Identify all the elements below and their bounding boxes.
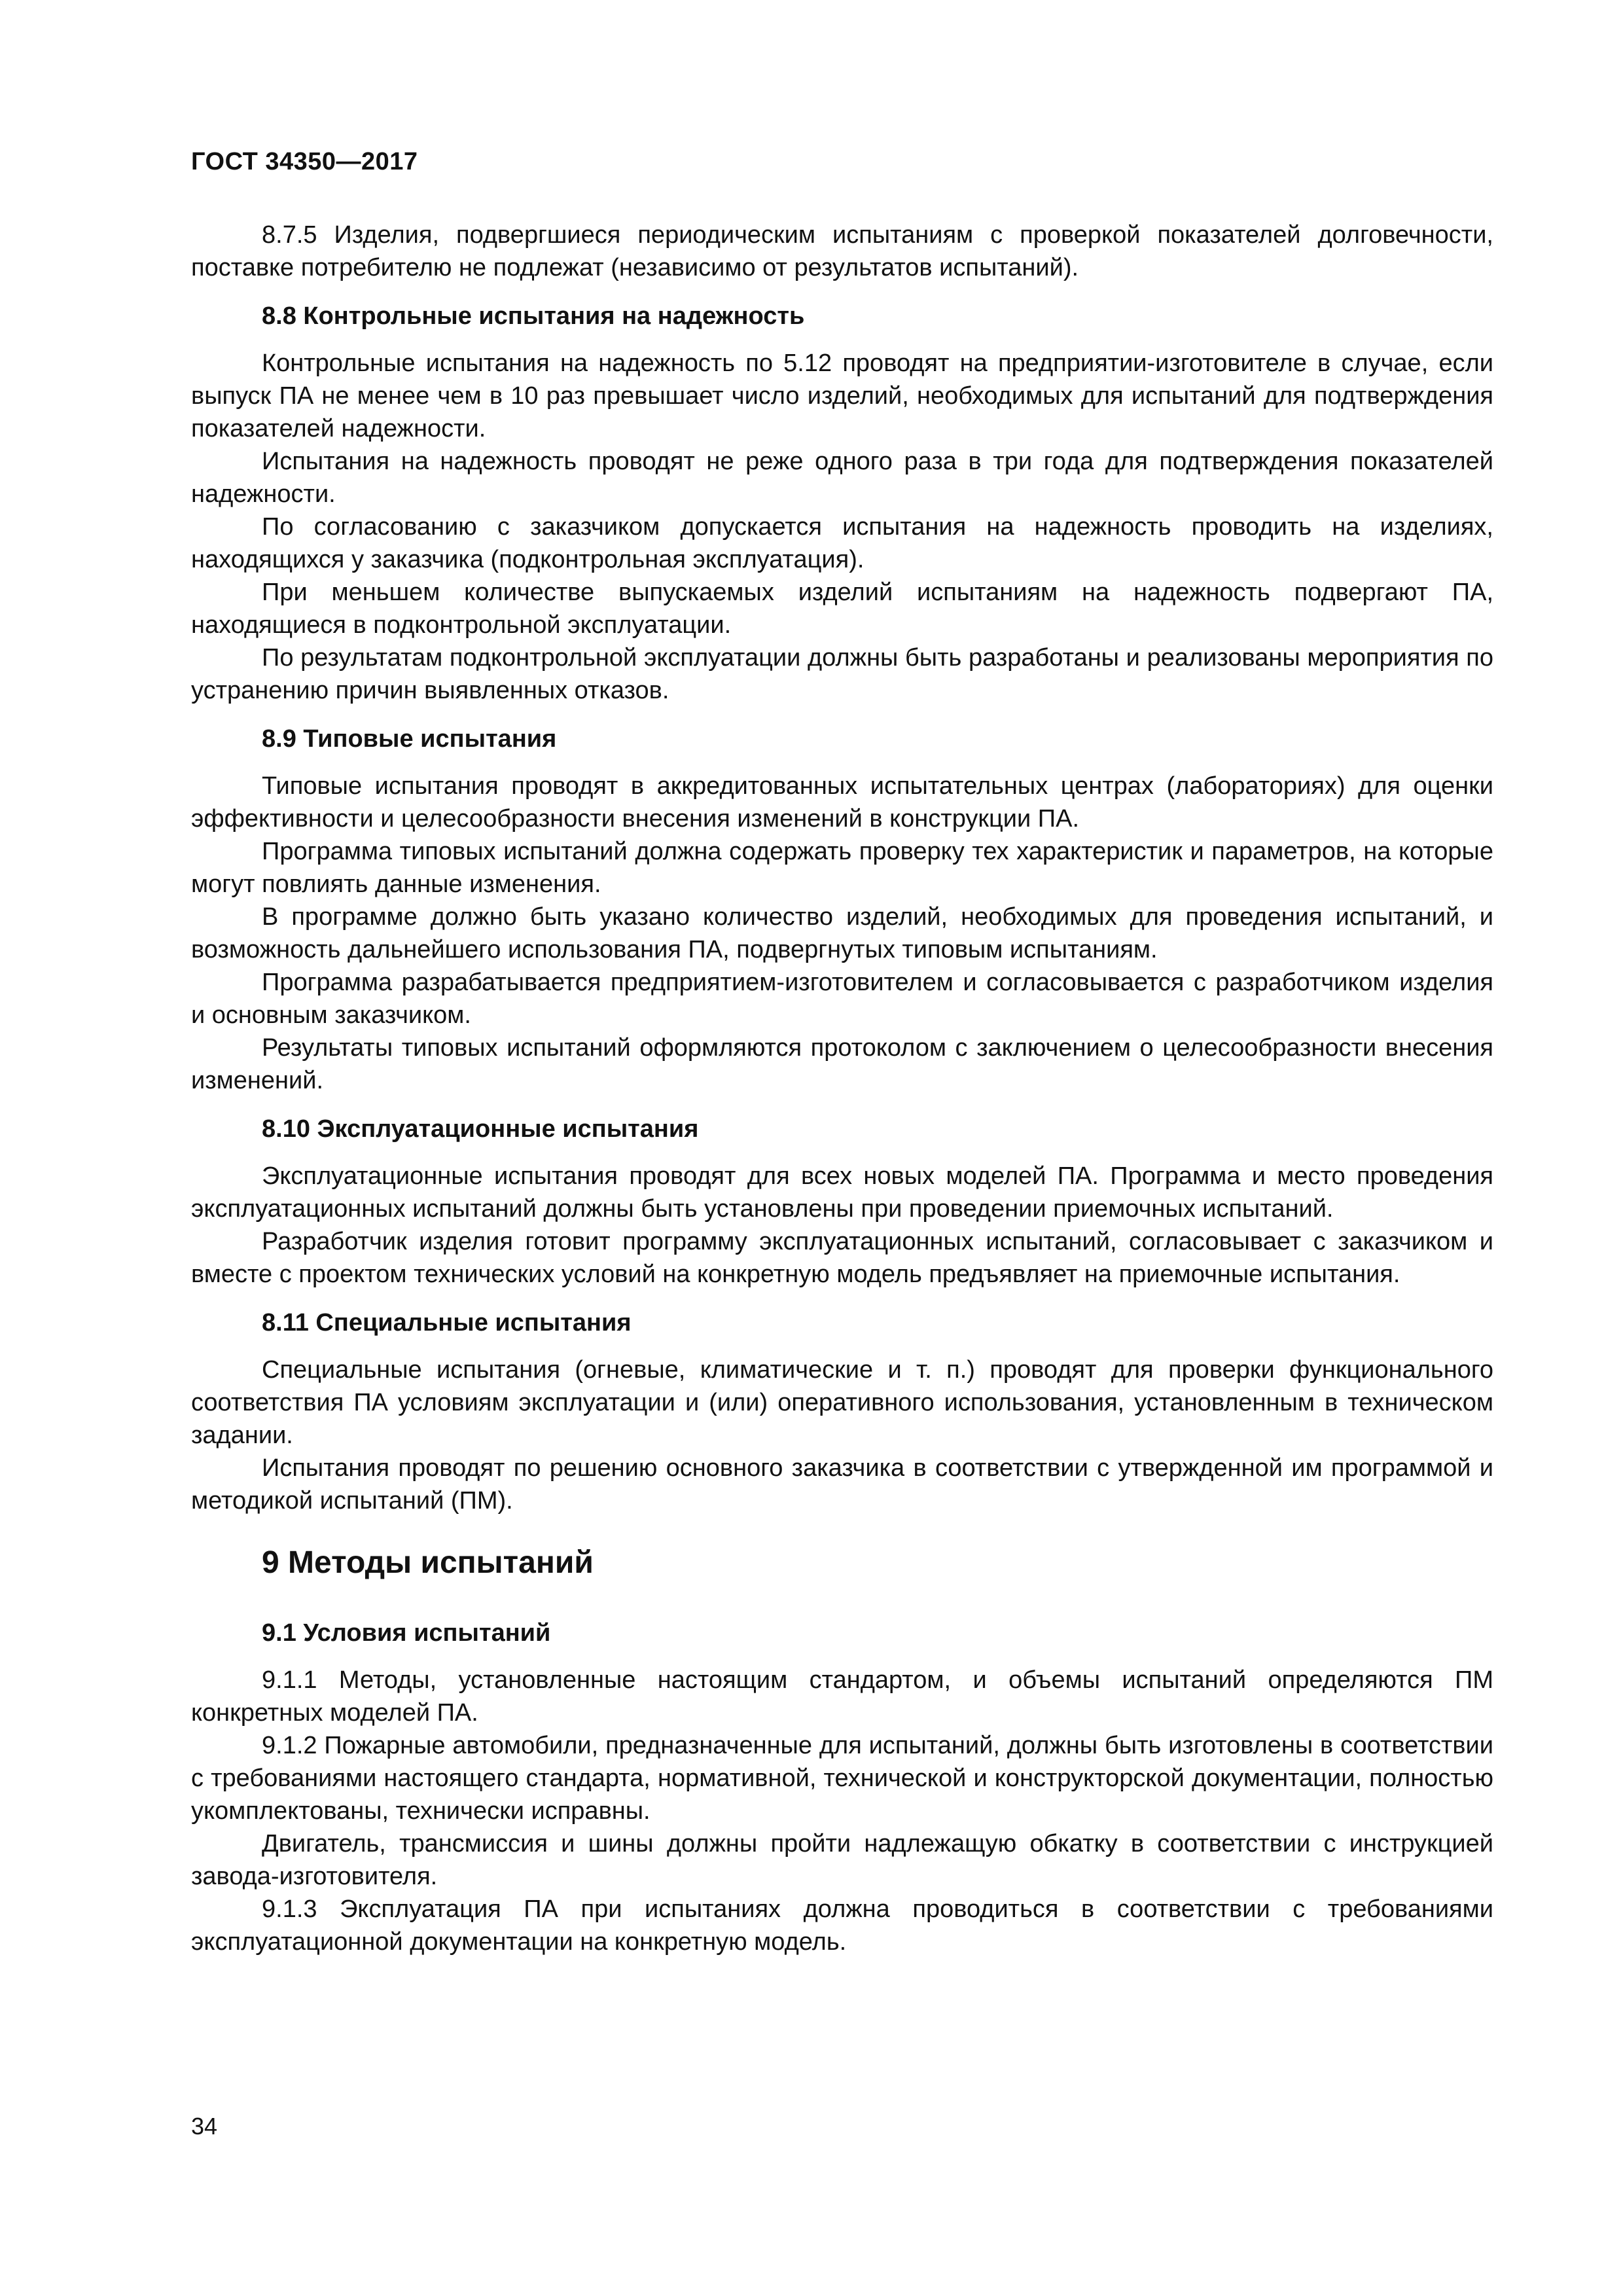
document-id-header: ГОСТ 34350—2017	[191, 148, 418, 175]
paragraph: Типовые испытания проводят в аккредитованных испытательных центрах (лабораториях) для оценки эффективности и целесообразности внесения изменений в конструкции ПА.	[191, 772, 1493, 833]
page-number: 34	[191, 2113, 218, 2140]
paragraph: 9.1.3 Эксплуатация ПА при испытаниях должна проводиться в соответствии с требованиями эксплуатационной документации на конкретную модель.	[191, 1895, 1493, 1956]
section-heading-9-1: 9.1 Условия испытаний	[262, 1619, 551, 1647]
paragraph: Двигатель, трансмиссия и шины должны пройти надлежащую обкатку в соответствии с инструкцией завода-изготовителя.	[191, 1830, 1493, 1890]
paragraph: Контрольные испытания на надежность по 5.12 проводят на предприятии-изготовителе в случае, если выпуск ПА не менее чем в 10 раз превышает число изделий, необходимых для испытаний для подтверждения показателей надежности.	[191, 350, 1493, 442]
paragraph: Специальные испытания (огневые, климатические и т. п.) проводят для проверки функционального соответствия ПА условиям эксплуатации и (или) оперативного использования, установленным в техническом задании.	[191, 1356, 1493, 1449]
paragraph: Испытания на надежность проводят не реже одного раза в три года для подтверждения показателей надежности.	[191, 448, 1493, 508]
paragraph: 9.1.2 Пожарные автомобили, предназначенные для испытаний, должны быть изготовлены в соответствии с требованиями настоящего стандарта, нормативной, технической и конструкторской документации, полностью укомплектованы, технически исправны.	[191, 1732, 1493, 1825]
paragraph: По результатам подконтрольной эксплуатации должны быть разработаны и реализованы мероприятия по устранению причин выявленных отказов.	[191, 644, 1493, 704]
paragraph: 9.1.1 Методы, установленные настоящим стандартом, и объемы испытаний определяются ПМ конкретных моделей ПА.	[191, 1666, 1493, 1727]
section-heading-8-9: 8.9 Типовые испытания	[262, 725, 557, 753]
paragraph: В программе должно быть указано количество изделий, необходимых для проведения испытаний, и возможность дальнейшего использования ПА, подвергнутых типовым испытаниям.	[191, 903, 1493, 963]
document-body	[191, 219, 1493, 1958]
paragraph: Программа типовых испытаний должна содержать проверку тех характеристик и параметров, на которые могут повлиять данные изменения.	[191, 838, 1493, 898]
paragraph: Программа разрабатывается предприятием-изготовителем и согласовывается с разработчиком изделия и основным заказчиком.	[191, 969, 1493, 1029]
section-heading-8-11: 8.11 Специальные испытания	[262, 1309, 632, 1336]
section-heading-8-8: 8.8 Контрольные испытания на надежность	[262, 302, 805, 330]
paragraph-8-7-5: 8.7.5 Изделия, подвергшиеся периодическим испытаниям с проверкой показателей долговечности, поставке потребителю не подлежат (независимо от результатов испытаний).	[191, 221, 1493, 281]
chapter-heading-9: 9 Методы испытаний	[262, 1545, 594, 1580]
section-heading-8-10: 8.10 Эксплуатационные испытания	[262, 1115, 699, 1143]
paragraph: Разработчик изделия готовит программу эксплуатационных испытаний, согласовывает с заказчиком и вместе с проектом технических условий на конкретную модель предъявляет на приемочные испытания.	[191, 1228, 1493, 1288]
paragraph: При меньшем количестве выпускаемых изделий испытаниям на надежность подвергают ПА, находящиеся в подконтрольной эксплуатации.	[191, 579, 1493, 639]
paragraph: По согласованию с заказчиком допускается испытания на надежность проводить на изделиях, находящихся у заказчика (подконтрольная эксплуатация).	[191, 513, 1493, 573]
paragraph: Эксплуатационные испытания проводят для всех новых моделей ПА. Программа и место проведения эксплуатационных испытаний должны быть установлены при проведении приемочных испытаний.	[191, 1162, 1493, 1223]
paragraph: Испытания проводят по решению основного заказчика в соответствии с утвержденной им программой и методикой испытаний (ПМ).	[191, 1454, 1493, 1515]
paragraph: Результаты типовых испытаний оформляются протоколом с заключением о целесообразности внесения изменений.	[191, 1034, 1493, 1094]
